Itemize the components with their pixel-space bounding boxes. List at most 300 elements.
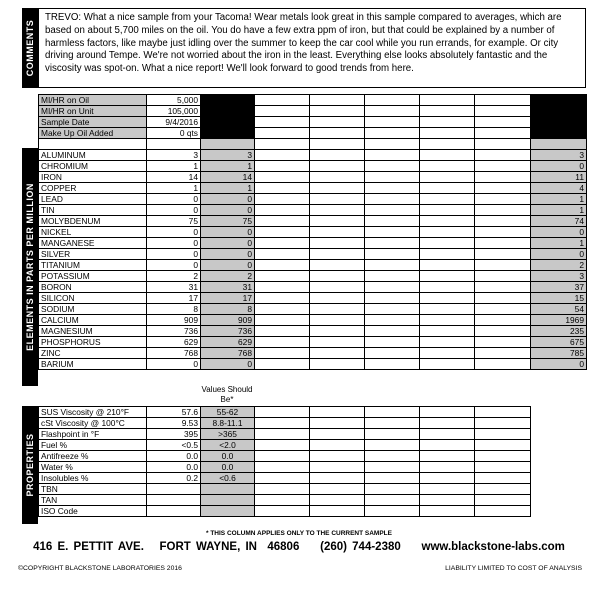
history-cell xyxy=(420,314,475,325)
property-should-be: 55-62 xyxy=(201,407,255,418)
element-value: 909 xyxy=(147,314,201,325)
history-cell xyxy=(420,106,475,117)
property-should-be xyxy=(201,506,255,517)
property-name: Water % xyxy=(39,462,147,473)
history-cell xyxy=(255,226,310,237)
element-unit-avg: 909 xyxy=(201,314,255,325)
history-cell xyxy=(475,347,531,358)
history-cell xyxy=(255,248,310,259)
history-cell xyxy=(420,160,475,171)
element-universal: 15 xyxy=(531,292,587,303)
history-cell xyxy=(475,106,531,117)
history-cell xyxy=(310,182,365,193)
property-value: 0.0 xyxy=(147,462,201,473)
history-cell xyxy=(420,506,475,517)
element-universal: 785 xyxy=(531,347,587,358)
history-cell xyxy=(475,95,531,106)
element-name: PHOSPHORUS xyxy=(39,336,147,347)
property-value xyxy=(147,484,201,495)
sample-info-row xyxy=(39,117,587,128)
history-cell xyxy=(420,462,475,473)
element-universal: 235 xyxy=(531,325,587,336)
history-cell xyxy=(420,193,475,204)
history-cell xyxy=(420,95,475,106)
sample-info-value: 105,000 xyxy=(147,106,201,117)
element-name: TITANIUM xyxy=(39,259,147,270)
element-row xyxy=(39,193,587,204)
element-unit-avg: 0 xyxy=(201,259,255,270)
history-cell xyxy=(365,440,420,451)
element-name: POTASSIUM xyxy=(39,270,147,281)
property-value: 9.53 xyxy=(147,418,201,429)
sample-info-label: MI/HR on Unit xyxy=(39,106,147,117)
history-cell xyxy=(420,128,475,139)
element-value: 0 xyxy=(147,259,201,270)
element-row xyxy=(39,325,587,336)
history-cell xyxy=(310,259,365,270)
element-unit-avg: 8 xyxy=(201,303,255,314)
element-value: 736 xyxy=(147,325,201,336)
property-value: 0.2 xyxy=(147,473,201,484)
element-universal: 1 xyxy=(531,204,587,215)
history-cell xyxy=(365,407,420,418)
history-cell xyxy=(365,204,420,215)
history-cell xyxy=(475,270,531,281)
history-cell xyxy=(365,358,420,369)
element-unit-avg: 14 xyxy=(201,171,255,182)
sample-info-label: Sample Date xyxy=(39,117,147,128)
element-universal: 0 xyxy=(531,226,587,237)
history-cell xyxy=(420,440,475,451)
element-row xyxy=(39,259,587,270)
property-value xyxy=(147,495,201,506)
property-name: TAN xyxy=(39,495,147,506)
history-cell xyxy=(255,259,310,270)
elements-side-label: ELEMENTS IN PARTS PER MILLION xyxy=(22,148,38,386)
history-cell xyxy=(475,358,531,369)
property-name: Antifreeze % xyxy=(39,451,147,462)
property-value: 395 xyxy=(147,429,201,440)
element-row xyxy=(39,226,587,237)
property-row xyxy=(39,484,531,495)
history-cell xyxy=(475,259,531,270)
history-cell xyxy=(255,495,310,506)
property-row xyxy=(39,407,531,418)
history-cell xyxy=(310,226,365,237)
history-cell xyxy=(420,259,475,270)
history-cell xyxy=(475,248,531,259)
element-universal: 1 xyxy=(531,237,587,248)
history-cell xyxy=(255,429,310,440)
unit-avg-cell xyxy=(201,139,255,150)
history-cell xyxy=(310,281,365,292)
history-cell xyxy=(365,270,420,281)
element-unit-avg: 0 xyxy=(201,204,255,215)
history-cell xyxy=(255,237,310,248)
element-row xyxy=(39,303,587,314)
liability-note: LIABILITY LIMITED TO COST OF ANALYSIS xyxy=(445,565,582,572)
history-cell xyxy=(255,484,310,495)
sample-info-value: 0 qts xyxy=(147,128,201,139)
element-universal: 2 xyxy=(531,259,587,270)
property-row xyxy=(39,440,531,451)
element-universal: 54 xyxy=(531,303,587,314)
history-cell xyxy=(420,270,475,281)
history-cell xyxy=(255,182,310,193)
history-cell xyxy=(475,440,531,451)
element-value: 14 xyxy=(147,171,201,182)
element-row xyxy=(39,237,587,248)
element-universal: 74 xyxy=(531,215,587,226)
history-cell xyxy=(310,117,365,128)
element-value: 0 xyxy=(147,193,201,204)
history-cell xyxy=(475,473,531,484)
element-row xyxy=(39,314,587,325)
element-name: MANGANESE xyxy=(39,237,147,248)
history-cell xyxy=(255,336,310,347)
history-cell xyxy=(310,347,365,358)
history-cell xyxy=(475,139,531,150)
history-cell xyxy=(310,292,365,303)
history-cell xyxy=(255,292,310,303)
history-cell xyxy=(310,248,365,259)
element-row xyxy=(39,281,587,292)
element-universal: 3 xyxy=(531,149,587,160)
history-cell xyxy=(475,314,531,325)
history-cell xyxy=(365,418,420,429)
history-cell xyxy=(420,281,475,292)
element-row xyxy=(39,149,587,160)
history-cell xyxy=(475,171,531,182)
element-row xyxy=(39,248,587,259)
property-should-be: 8.8-11.1 xyxy=(201,418,255,429)
history-cell xyxy=(365,106,420,117)
history-cell xyxy=(310,473,365,484)
element-row xyxy=(39,292,587,303)
universal-cell xyxy=(531,95,587,106)
history-cell xyxy=(365,495,420,506)
element-value: 1 xyxy=(147,182,201,193)
history-cell xyxy=(475,193,531,204)
history-cell xyxy=(255,95,310,106)
history-cell xyxy=(255,215,310,226)
unit-avg-cell xyxy=(201,106,255,117)
property-row xyxy=(39,473,531,484)
history-cell xyxy=(365,117,420,128)
history-cell xyxy=(475,495,531,506)
property-name: Fuel % xyxy=(39,440,147,451)
history-cell xyxy=(475,117,531,128)
property-should-be: <2.0 xyxy=(201,440,255,451)
element-unit-avg: 0 xyxy=(201,193,255,204)
history-cell xyxy=(420,303,475,314)
element-universal: 0 xyxy=(531,248,587,259)
unit-avg-cell xyxy=(201,128,255,139)
history-cell xyxy=(420,292,475,303)
history-cell xyxy=(255,407,310,418)
sample-info-row xyxy=(39,95,587,106)
history-cell xyxy=(255,451,310,462)
element-value: 31 xyxy=(147,281,201,292)
element-name: MOLYBDENUM xyxy=(39,215,147,226)
element-row xyxy=(39,204,587,215)
element-unit-avg: 1 xyxy=(201,182,255,193)
element-value: 0 xyxy=(147,358,201,369)
history-cell xyxy=(475,292,531,303)
history-cell xyxy=(420,117,475,128)
history-cell xyxy=(365,215,420,226)
element-name: BARIUM xyxy=(39,358,147,369)
history-cell xyxy=(365,451,420,462)
history-cell xyxy=(365,462,420,473)
universal-cell xyxy=(531,139,587,150)
element-value: 3 xyxy=(147,149,201,160)
property-name: SUS Viscosity @ 210°F xyxy=(39,407,147,418)
element-value: 0 xyxy=(147,248,201,259)
history-cell xyxy=(365,149,420,160)
universal-cell xyxy=(531,128,587,139)
history-cell xyxy=(310,160,365,171)
history-cell xyxy=(475,451,531,462)
history-cell xyxy=(365,506,420,517)
element-name: CALCIUM xyxy=(39,314,147,325)
element-unit-avg: 2 xyxy=(201,270,255,281)
element-unit-avg: 1 xyxy=(201,160,255,171)
history-cell xyxy=(365,237,420,248)
history-cell xyxy=(255,418,310,429)
property-row xyxy=(39,429,531,440)
history-cell xyxy=(365,484,420,495)
element-unit-avg: 31 xyxy=(201,281,255,292)
element-row xyxy=(39,215,587,226)
history-cell xyxy=(365,281,420,292)
element-name: SILVER xyxy=(39,248,147,259)
history-cell xyxy=(255,193,310,204)
history-cell xyxy=(475,226,531,237)
history-cell xyxy=(420,451,475,462)
history-cell xyxy=(475,160,531,171)
column-note: * THIS COLUMN APPLIES ONLY TO THE CURRENT SAMPLE xyxy=(206,530,392,537)
history-cell xyxy=(255,347,310,358)
property-value: 0.0 xyxy=(147,451,201,462)
copyright: ©COPYRIGHT BLACKSTONE LABORATORIES 2016 xyxy=(18,565,182,572)
element-name: NICKEL xyxy=(39,226,147,237)
property-should-be xyxy=(201,495,255,506)
element-unit-avg: 768 xyxy=(201,347,255,358)
history-cell xyxy=(310,149,365,160)
properties-table xyxy=(38,406,531,517)
sample-info-row xyxy=(39,106,587,117)
element-name: LEAD xyxy=(39,193,147,204)
history-cell xyxy=(365,95,420,106)
history-cell xyxy=(310,106,365,117)
element-universal: 1 xyxy=(531,193,587,204)
history-cell xyxy=(255,204,310,215)
sample-info-row xyxy=(39,128,587,139)
property-should-be: 0.0 xyxy=(201,451,255,462)
history-cell xyxy=(310,204,365,215)
sample-info-label: MI/HR on Oil xyxy=(39,95,147,106)
history-cell xyxy=(475,429,531,440)
history-cell xyxy=(310,358,365,369)
history-cell xyxy=(310,171,365,182)
history-cell xyxy=(310,407,365,418)
history-cell xyxy=(255,106,310,117)
history-cell xyxy=(365,429,420,440)
element-unit-avg: 629 xyxy=(201,336,255,347)
property-should-be: >365 xyxy=(201,429,255,440)
history-cell xyxy=(310,128,365,139)
history-cell xyxy=(365,303,420,314)
history-cell xyxy=(310,325,365,336)
history-cell xyxy=(365,248,420,259)
history-cell xyxy=(365,336,420,347)
element-row xyxy=(39,171,587,182)
element-value: 768 xyxy=(147,347,201,358)
element-value: 2 xyxy=(147,270,201,281)
history-cell xyxy=(310,314,365,325)
history-cell xyxy=(310,418,365,429)
element-value: 1 xyxy=(147,160,201,171)
history-cell xyxy=(420,418,475,429)
history-cell xyxy=(255,117,310,128)
element-universal: 11 xyxy=(531,171,587,182)
history-cell xyxy=(420,495,475,506)
history-cell xyxy=(255,281,310,292)
history-cell xyxy=(255,325,310,336)
element-name: MAGNESIUM xyxy=(39,325,147,336)
universal-cell xyxy=(531,106,587,117)
comments-text: TREVO: What a nice sample from your Tacoma! Wear metals look great in this sample compared to averages, which are based on about 5,700 miles on the oil. You do have a few extra ppm of iron, but that could be explained by a number of harmless factors, like maybe just idling over the summer to keep the car cool while you run errands, for example. Or city driving around Tempe. We're not worried about the iron in the least. Everything else looks absolutely fantastic and the viscosity was spot-on. What a nice report! We'll look forward to good trends from here. xyxy=(38,8,586,88)
history-cell xyxy=(420,358,475,369)
history-cell xyxy=(475,215,531,226)
history-cell xyxy=(420,204,475,215)
property-should-be: <0.6 xyxy=(201,473,255,484)
element-row xyxy=(39,358,587,369)
sample-info-value: 5,000 xyxy=(147,95,201,106)
element-value: 629 xyxy=(147,336,201,347)
property-row xyxy=(39,451,531,462)
sample-info-label: Make Up Oil Added xyxy=(39,128,147,139)
unit-avg-cell xyxy=(201,95,255,106)
history-cell xyxy=(310,506,365,517)
unit-avg-cell xyxy=(201,117,255,128)
element-name: COPPER xyxy=(39,182,147,193)
history-cell xyxy=(365,139,420,150)
element-universal: 0 xyxy=(531,358,587,369)
history-cell xyxy=(255,440,310,451)
property-value: <0.5 xyxy=(147,440,201,451)
history-cell xyxy=(420,473,475,484)
history-cell xyxy=(255,128,310,139)
element-unit-avg: 0 xyxy=(201,226,255,237)
history-cell xyxy=(365,314,420,325)
element-row xyxy=(39,336,587,347)
element-unit-avg: 736 xyxy=(201,325,255,336)
history-cell xyxy=(365,226,420,237)
history-cell xyxy=(310,336,365,347)
history-cell xyxy=(475,506,531,517)
element-unit-avg: 75 xyxy=(201,215,255,226)
history-cell xyxy=(475,182,531,193)
element-universal: 675 xyxy=(531,336,587,347)
element-name: ALUMINUM xyxy=(39,149,147,160)
history-cell xyxy=(475,418,531,429)
history-cell xyxy=(475,325,531,336)
history-cell xyxy=(310,193,365,204)
history-cell xyxy=(420,215,475,226)
property-row xyxy=(39,462,531,473)
history-cell xyxy=(420,336,475,347)
history-cell xyxy=(365,473,420,484)
history-cell xyxy=(310,484,365,495)
history-cell xyxy=(365,171,420,182)
element-name: BORON xyxy=(39,281,147,292)
history-cell xyxy=(255,506,310,517)
history-cell xyxy=(420,182,475,193)
property-row xyxy=(39,418,531,429)
element-universal: 4 xyxy=(531,182,587,193)
comments-side-label: COMMENTS xyxy=(22,8,38,88)
element-value: 8 xyxy=(147,303,201,314)
element-universal: 37 xyxy=(531,281,587,292)
history-cell xyxy=(475,128,531,139)
element-unit-avg: 0 xyxy=(201,358,255,369)
history-cell xyxy=(420,325,475,336)
history-cell xyxy=(475,237,531,248)
history-cell xyxy=(255,462,310,473)
history-cell xyxy=(365,128,420,139)
history-cell xyxy=(365,325,420,336)
element-name: SODIUM xyxy=(39,303,147,314)
element-value: 0 xyxy=(147,204,201,215)
history-cell xyxy=(365,193,420,204)
history-cell xyxy=(365,292,420,303)
element-name: ZINC xyxy=(39,347,147,358)
history-cell xyxy=(475,484,531,495)
history-cell xyxy=(420,226,475,237)
element-row xyxy=(39,347,587,358)
property-name: TBN xyxy=(39,484,147,495)
property-name: ISO Code xyxy=(39,506,147,517)
property-row xyxy=(39,495,531,506)
lab-address: 416 E. PETTIT AVE. FORT WAYNE, IN 46806 (260) 744-2380 www.blackstone-labs.com xyxy=(33,541,565,553)
history-cell xyxy=(255,473,310,484)
history-cell xyxy=(420,149,475,160)
history-cell xyxy=(255,314,310,325)
element-unit-avg: 17 xyxy=(201,292,255,303)
history-cell xyxy=(475,462,531,473)
history-cell xyxy=(475,336,531,347)
universal-cell xyxy=(531,117,587,128)
history-cell xyxy=(420,407,475,418)
element-unit-avg: 0 xyxy=(201,237,255,248)
element-value: 17 xyxy=(147,292,201,303)
element-row xyxy=(39,182,587,193)
history-cell xyxy=(310,440,365,451)
element-name: TIN xyxy=(39,204,147,215)
elements-table xyxy=(38,94,587,370)
element-unit-avg: 0 xyxy=(201,248,255,259)
element-value: 0 xyxy=(147,226,201,237)
history-cell xyxy=(255,303,310,314)
history-cell xyxy=(365,182,420,193)
history-cell xyxy=(255,270,310,281)
property-row xyxy=(39,506,531,517)
history-cell xyxy=(475,204,531,215)
history-cell xyxy=(420,171,475,182)
history-cell xyxy=(310,95,365,106)
